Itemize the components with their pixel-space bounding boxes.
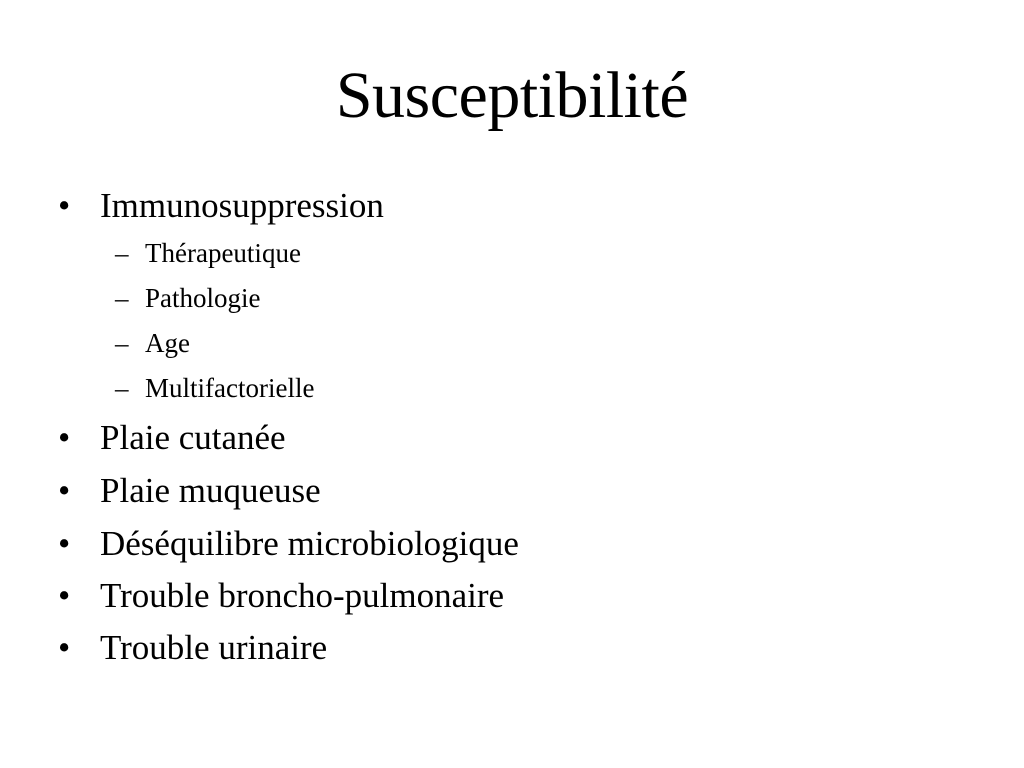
bullet-icon: •: [58, 186, 71, 225]
slide-title: Susceptibilité: [335, 59, 689, 132]
sub-item-label: Multifactorielle: [145, 373, 315, 403]
bullet-icon: •: [58, 471, 71, 510]
dash-icon: –: [115, 373, 129, 403]
sub-item-label: Age: [145, 328, 190, 358]
dash-icon: –: [115, 283, 129, 313]
bullet-label: Trouble broncho-pulmonaire: [100, 576, 505, 615]
bullet-icon: •: [58, 576, 71, 615]
dash-icon: –: [115, 328, 129, 358]
bullet-label: Déséquilibre microbiologique: [100, 524, 519, 563]
bullet-label: Plaie muqueuse: [100, 471, 321, 510]
sub-item-label: Pathologie: [145, 283, 261, 313]
sub-item-label: Thérapeutique: [145, 238, 301, 268]
bullet-icon: •: [58, 524, 71, 563]
bullet-label: Plaie cutanée: [100, 418, 286, 457]
bullet-icon: •: [58, 628, 71, 667]
dash-icon: –: [115, 238, 129, 268]
bullet-label: Immunosuppression: [100, 186, 384, 225]
bullet-label: Trouble urinaire: [100, 628, 328, 667]
bullet-icon: •: [58, 418, 71, 457]
